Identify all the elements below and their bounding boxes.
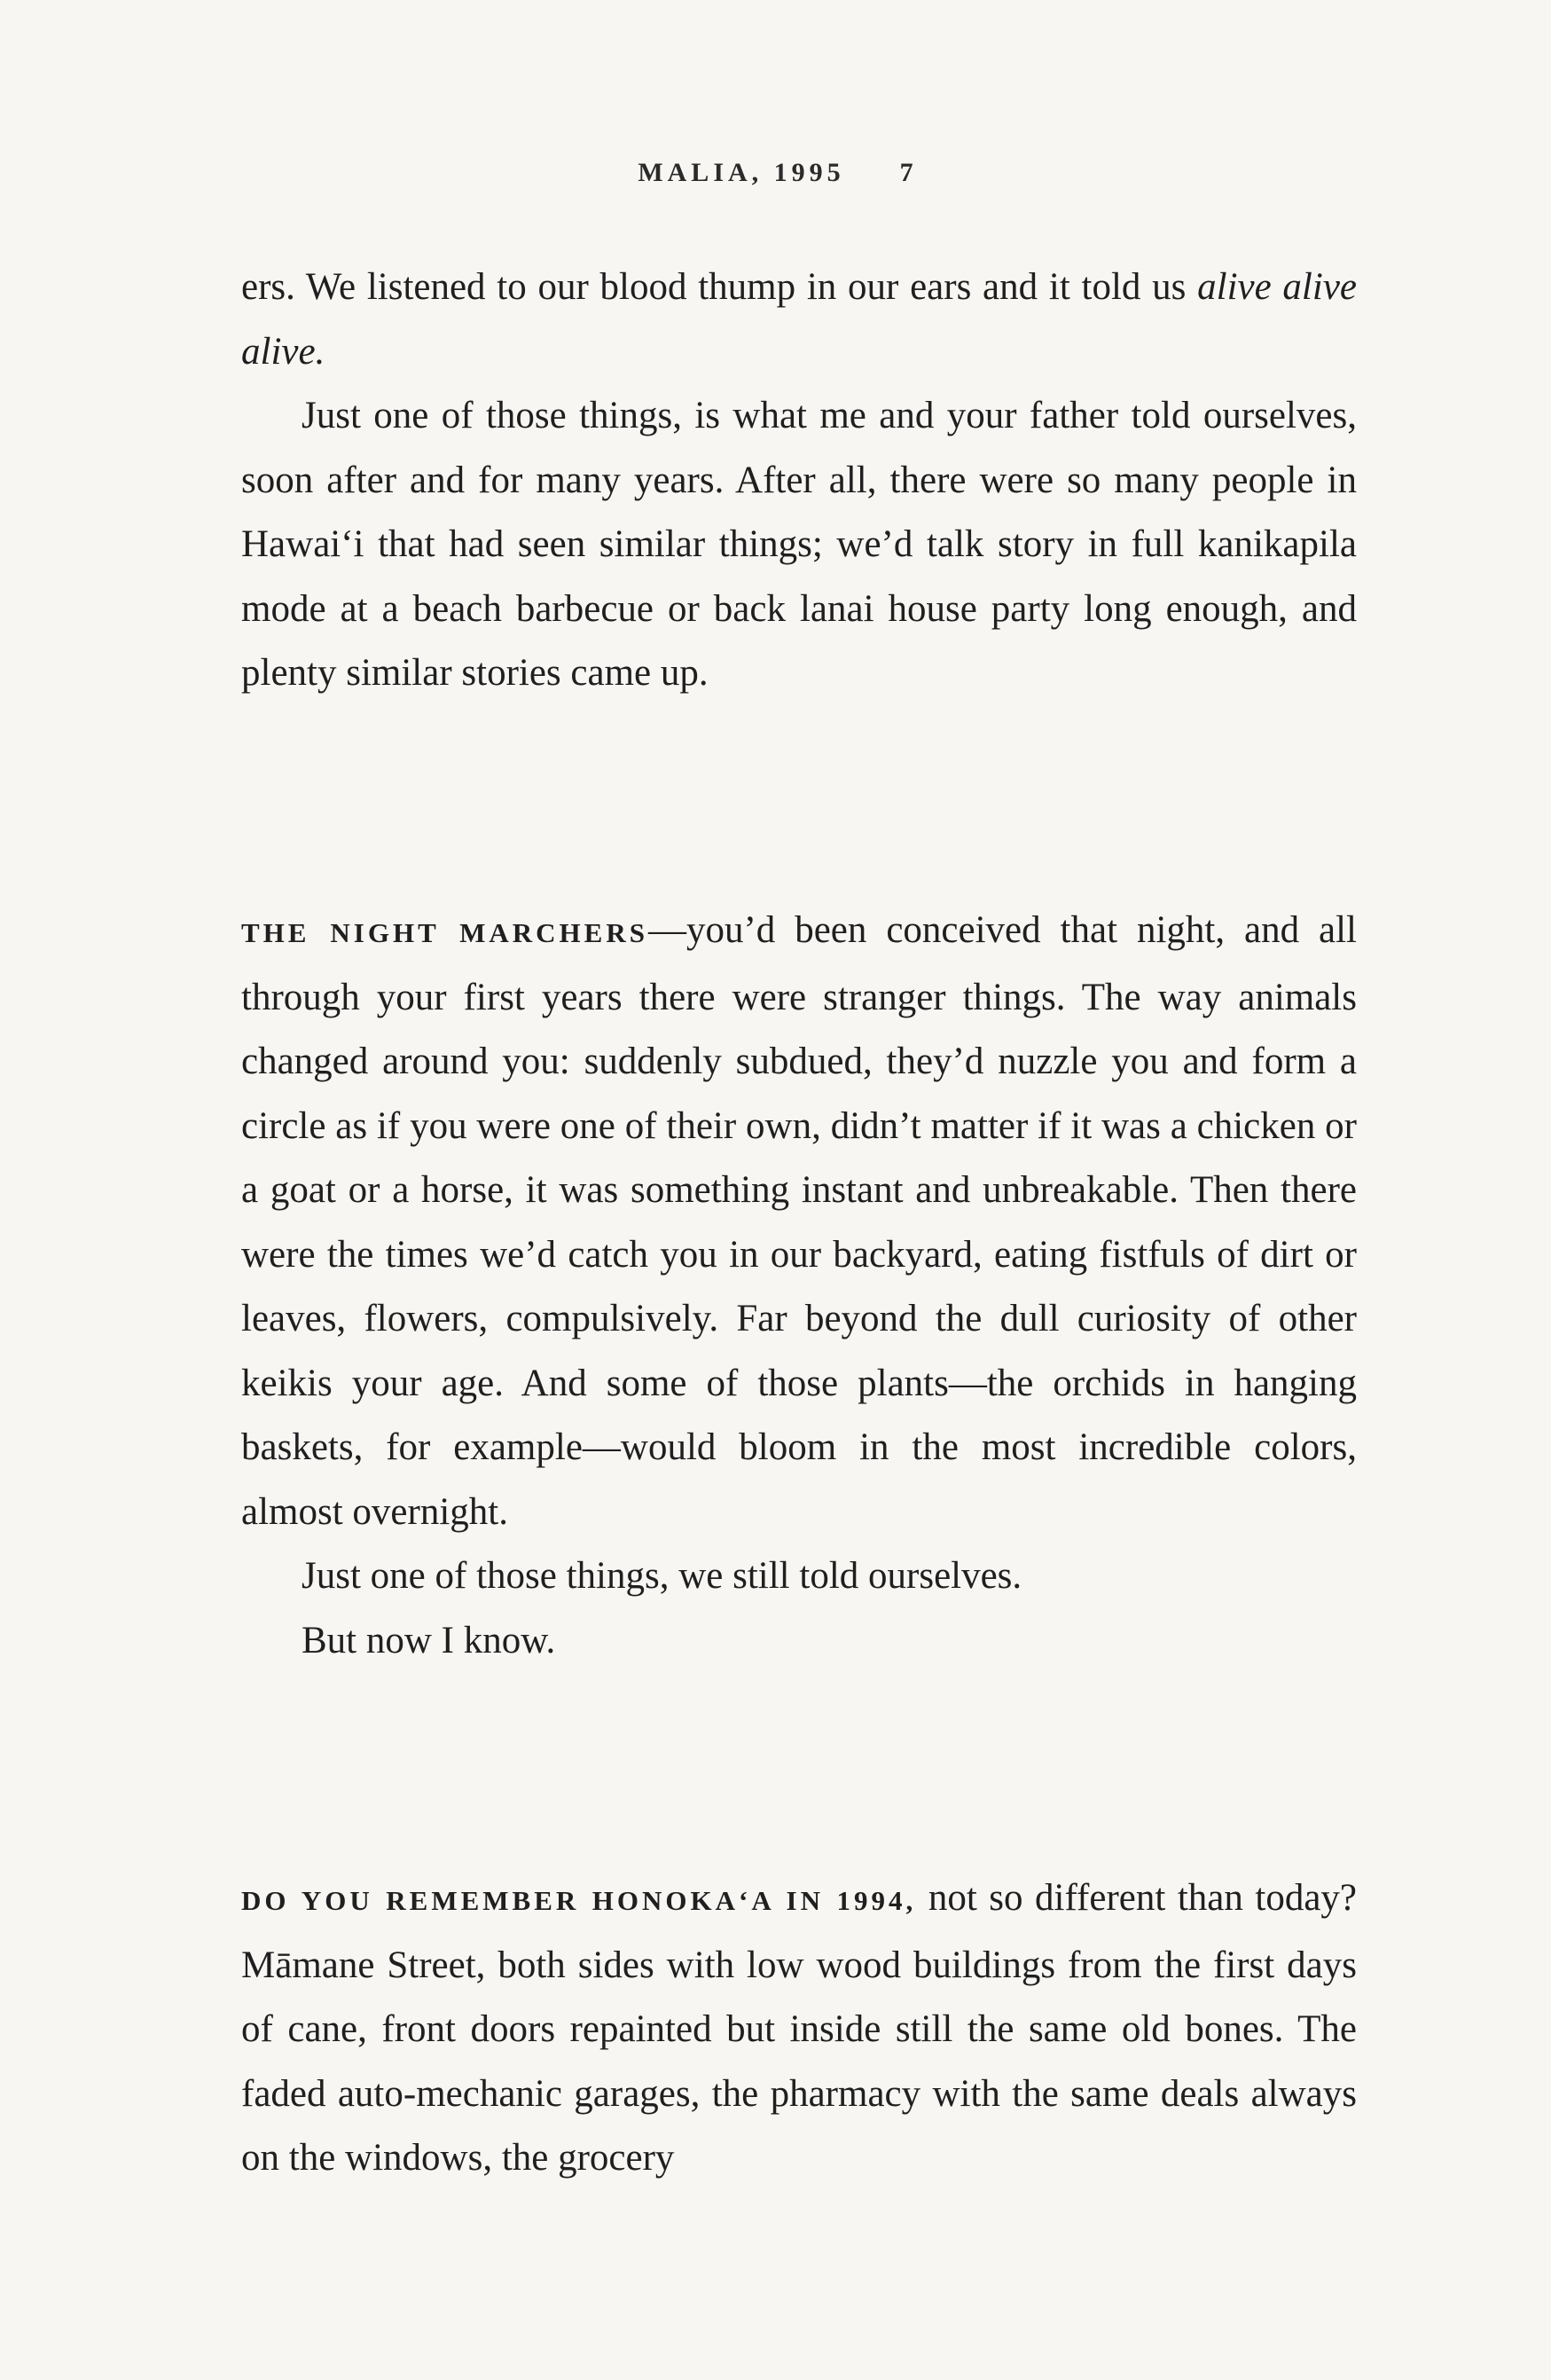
paragraph: Just one of those things, is what me and your father told ourselves, soon after and for many years. After all, there were so many people in Hawai‘i that had seen similar things; we’d talk story in full kanikapila mode at a beach barbecue or back lanai house party long enough, and plenty similar stories came up. [241,395,1357,694]
section-lead-in: DO YOU REMEMBER HONOKA‘A IN 1994, [241,1885,917,1916]
text-section-1 [241,255,1357,706]
running-head-title: MALIA, 1995 [638,158,845,187]
paragraph [241,255,1357,384]
paragraph-text: ers. We listened to our blood thump in our ears and it told us [241,266,1198,308]
paragraph-text: not so different than today? Māmane Street, both sides with low wood buildings from the first days of cane, front doors repainted but inside still the same old bones. The faded auto-mechanic garages, the pharmacy with the same deals always on the windows, the grocery [241,1877,1357,2179]
paragraph: But now I know. [302,1619,556,1661]
text-section-3 [241,1866,1357,2191]
page-number: 7 [899,158,913,187]
paragraph [241,899,1357,1544]
section-lead-in: THE NIGHT MARCHERS [241,917,648,948]
paragraph: Just one of those things, we still told ourselves. [302,1555,1022,1597]
italic-phrase: alive alive alive. [241,266,1357,373]
paragraph-text: —you’d been conceived that night, and all through your first years there were stranger things. The way animals changed around you: suddenly subdued, they’d nuzzle you and form a circle as if you were one of their own, didn’t matter if it was a chicken or a goat or a horse, it was something instant and unbreakable. Then there were the times we’d catch you in our backyard, eating fistfuls of dirt or leaves, flowers, compulsively. Far beyond the dull curiosity of other keikis your age. And some of those plants—the orchids in hanging baskets, for example—would bloom in the most incredible colors, almost overnight. [241,909,1358,1533]
text-section-2 [241,899,1357,1673]
paragraph [241,1866,1357,2191]
running-head [0,158,1551,188]
